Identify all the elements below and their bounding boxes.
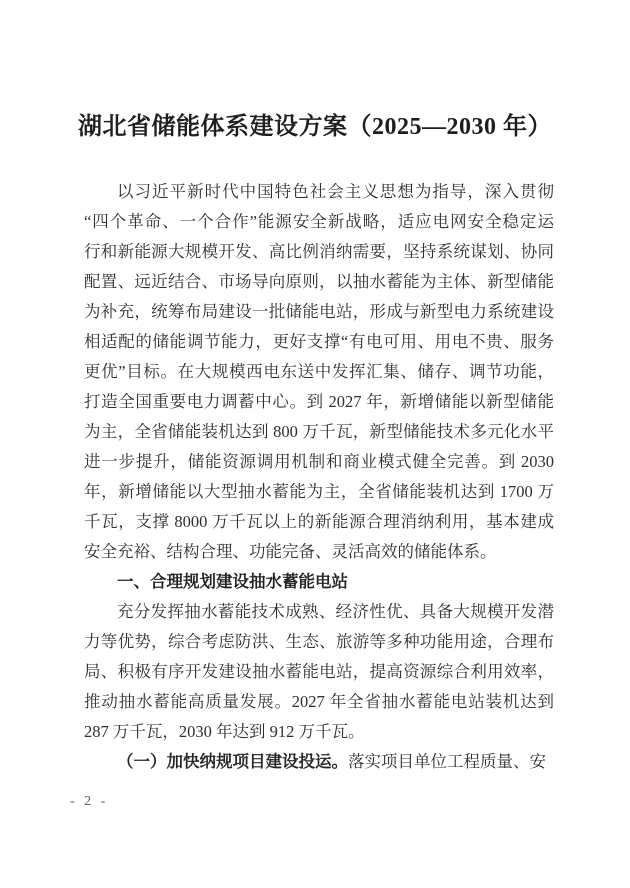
document-body: [84, 177, 554, 777]
document-title: 湖北省储能体系建设方案（2025—2030 年）: [78, 114, 552, 140]
paragraph-line: 行和新能源大规模开发、高比例消纳需要，坚持系统谋划、协同: [84, 242, 554, 261]
paragraph-line: 相适配的储能调节能力，更好支撑“有电可用、用电不贵、服务: [84, 332, 554, 351]
paragraph-line: 推动抽水蓄能高质量发展。2027 年全省抽水蓄能电站装机达到: [84, 692, 554, 711]
paragraph-line: 打造全国重要电力调蓄中心。到 2027 年，新增储能以新型储能: [84, 392, 554, 411]
paragraph-line: 以习近平新时代中国特色社会主义思想为指导，深入贯彻: [117, 182, 554, 201]
paragraph-line: 充分发挥抽水蓄能技术成熟、经济性优、具备大规模开发潜: [117, 602, 554, 621]
paragraph-line: 为补充，统筹布局建设一批储能电站，形成与新型电力系统建设: [84, 302, 554, 321]
paragraph-line: 千瓦，支撑 8000 万千瓦以上的新能源合理消纳利用，基本建成: [84, 512, 554, 531]
section-heading: 一、合理规划建设抽水蓄能电站: [117, 573, 348, 591]
page-number: - 2 -: [70, 794, 109, 809]
paragraph-line: 局、积极有序开发建设抽水蓄能电站，提高资源综合利用效率，: [84, 662, 554, 681]
paragraph-line: 为主，全省储能装机达到 800 万千瓦，新型储能技术多元化水平: [84, 422, 554, 441]
paragraph-line: “四个革命、一个合作”能源安全新战略，适应电网安全稳定运: [84, 212, 554, 231]
paragraph-line: [84, 747, 554, 777]
paragraph-line: 287 万千瓦，2030 年达到 912 万千瓦。: [84, 722, 365, 741]
paragraph-line: 进一步提升，储能资源调用机制和商业模式健全完善。到 2030: [84, 452, 554, 471]
paragraph-line: 更优”目标。在大规模西电东送中发挥汇集、储存、调节功能，: [84, 362, 554, 381]
paragraph-line: 力等优势，综合考虑防洪、生态、旅游等多种功能用途，合理布: [84, 632, 554, 651]
paragraph-line: 配置、远近结合、市场导向原则，以抽水蓄能为主体、新型储能: [84, 272, 554, 291]
subsection-lead: （一）加快纳规项目建设投运。: [117, 752, 348, 771]
subsection-text: 落实项目单位工程质量、安: [348, 752, 546, 771]
paragraph-line: 安全充裕、结构合理、功能完备、灵活高效的储能体系。: [84, 542, 497, 561]
paragraph-line: 年，新增储能以大型抽水蓄能为主，全省储能装机达到 1700 万: [84, 482, 554, 501]
